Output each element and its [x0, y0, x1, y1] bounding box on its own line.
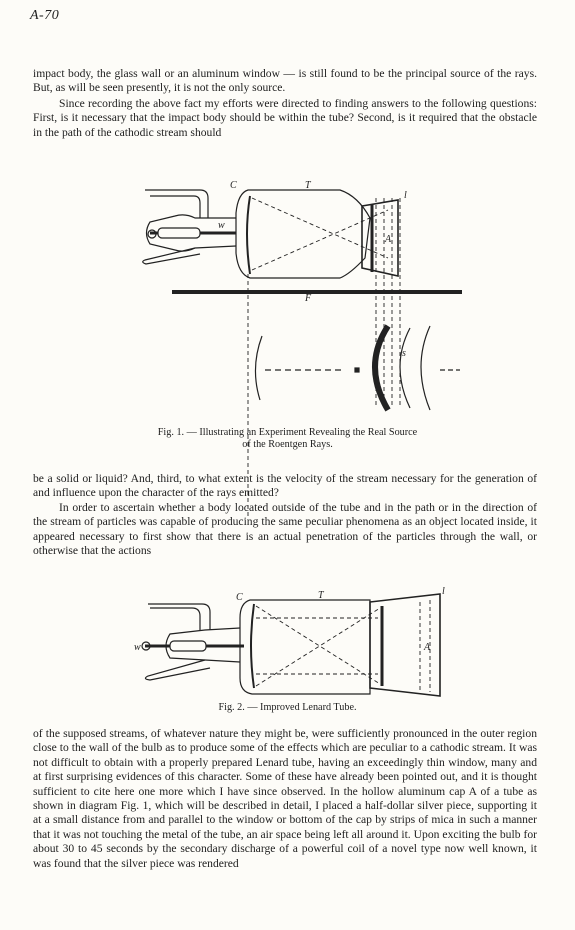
fig1-label-a: A — [385, 234, 392, 245]
fig1-label-t: T — [305, 180, 311, 191]
fig1-label-c: C — [230, 180, 237, 191]
paragraph-1: impact body, the glass wall or an aluminum window — is still found to be the principal source of the rays. But, as will be seen presently, it is not the only source. — [33, 67, 537, 95]
fig2-label-c: C — [236, 592, 243, 603]
figure-2-diagram — [0, 588, 575, 698]
paragraph-2: Since recording the above fact my efforts were directed to finding answers to the following questions: First, is it necessary that the impact body should be within the tube? Second, is it required that the obstacle in the path of the cathodic stream should — [33, 97, 537, 139]
figure-1-diagram — [0, 158, 575, 418]
figure-1-caption — [0, 427, 575, 451]
fig1-cathode — [247, 196, 250, 274]
paragraph-3: be a solid or liquid? And, third, to what extent is the velocity of the stream necessary for the generation of and influence upon the character of the rays emitted? — [33, 472, 537, 500]
fig1-label-s: s — [402, 348, 406, 359]
figure-1-caption-line-2: of the Roentgen Rays. — [242, 439, 333, 450]
fig2-cathode — [251, 604, 254, 688]
paragraph-5: of the supposed streams, of whatever nature they might be, were sufficiently pronounced in the outer region close to the wall of the bulb as to produce some of the effects which are peculiar to a cathodic stream. It was not difficult to obtain with a properly prepared Lenard tube, having an exceedingly thin window, many and at first surprising evidences of this character. Some of these have already been pointed out, and it is thought sufficient to cite here one more which I have since observed. In the hollow aluminum cap A of a tube as shown in diagram Fig. 1, which will be described in detail, I placed a half-dollar silver piece, supporting it at a small distance from and parallel to the window or bottom of the cap by strips of mica in such a manner that it was not touching the metal of the tube, an air space being left all around it. Upon exciting the bulb for about 30 to 45 seconds by the secondary discharge of a powerful coil of a novel type now well known, it was found that the silver piece was rendered — [33, 727, 537, 870]
page-number: A-70 — [30, 8, 60, 23]
paragraph-4: In order to ascertain whether a body located outside of the tube and in the path or in the direction of the stream of particles was capable of producing the same peculiar phenomena as an object located inside, it appeared necessary to first show that there is an actual penetration of the particles through the wall, or otherwise that the actions — [33, 501, 537, 558]
fig2-label-t: T — [318, 590, 324, 601]
fig1-label-l: l — [404, 190, 407, 201]
fig1-bulb — [236, 190, 370, 278]
figure-2-caption: Fig. 2. — Improved Lenard Tube. — [218, 702, 357, 713]
fig1-label-f: F — [305, 293, 312, 304]
fig2-label-w: w — [134, 642, 141, 653]
figure-1-caption-line-1: Fig. 1. — Illustrating an Experiment Revealing the Real Source — [157, 427, 418, 438]
fig2-label-a: A — [424, 642, 431, 653]
fig2-label-l: l — [442, 586, 445, 597]
fig1-label-w: w — [218, 220, 225, 231]
fig1-terminal — [145, 190, 208, 218]
fig1-shadow — [375, 326, 388, 410]
fig2-bulb — [240, 600, 370, 694]
